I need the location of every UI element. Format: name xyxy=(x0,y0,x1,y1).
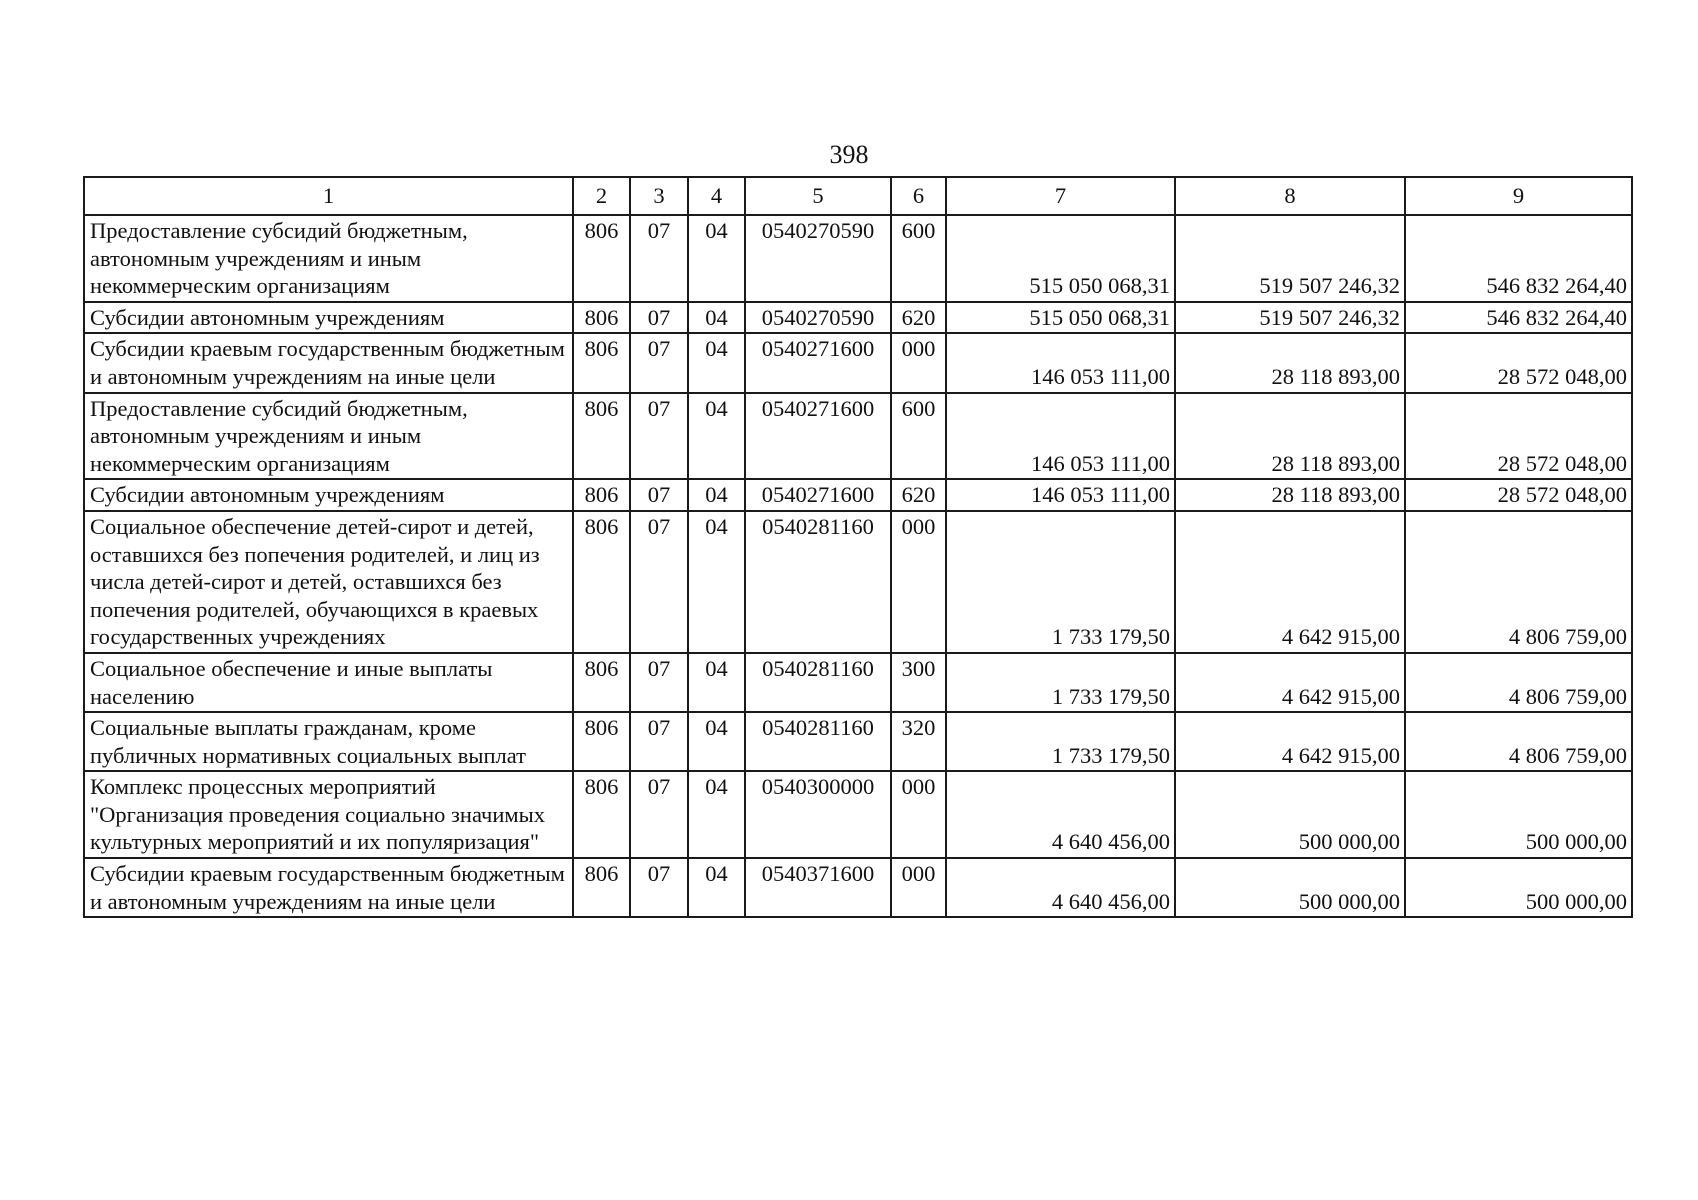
row-amount-7: 146 053 111,00 xyxy=(946,393,1175,480)
row-amount-9: 500 000,00 xyxy=(1405,858,1632,917)
row-amount-8: 4 642 915,00 xyxy=(1175,712,1405,771)
table-row xyxy=(84,771,1632,858)
row-amount-9: 500 000,00 xyxy=(1405,771,1632,858)
row-amount-8: 28 118 893,00 xyxy=(1175,479,1405,511)
column-header-2: 2 xyxy=(573,177,630,215)
row-col-3: 07 xyxy=(630,771,688,858)
table-row xyxy=(84,858,1632,917)
row-col-4: 04 xyxy=(688,511,745,653)
page-number: 398 xyxy=(829,140,869,169)
row-name: Субсидии автономным учреждениям xyxy=(84,302,573,334)
row-amount-7: 146 053 111,00 xyxy=(946,333,1175,392)
row-amount-9: 28 572 048,00 xyxy=(1405,393,1632,480)
row-col-6: 000 xyxy=(891,858,946,917)
row-col-5: 0540270590 xyxy=(745,302,891,334)
row-col-4: 04 xyxy=(688,302,745,334)
column-header-1: 1 xyxy=(84,177,573,215)
table-row xyxy=(84,333,1632,392)
row-col-6: 000 xyxy=(891,511,946,653)
row-amount-8: 500 000,00 xyxy=(1175,858,1405,917)
row-col-2: 806 xyxy=(573,858,630,917)
table-row xyxy=(84,479,1632,511)
column-header-3: 3 xyxy=(630,177,688,215)
row-amount-8: 519 507 246,32 xyxy=(1175,302,1405,334)
row-amount-8: 519 507 246,32 xyxy=(1175,215,1405,302)
row-col-6: 300 xyxy=(891,653,946,712)
row-name: Предоставление субсидий бюджетным, автономным учреждениям и иным некоммерческим организациям xyxy=(84,393,573,480)
row-name: Субсидии краевым государственным бюджетным и автономным учреждениям на иные цели xyxy=(84,333,573,392)
row-amount-9: 546 832 264,40 xyxy=(1405,302,1632,334)
row-amount-7: 515 050 068,31 xyxy=(946,302,1175,334)
row-col-6: 000 xyxy=(891,333,946,392)
row-amount-8: 500 000,00 xyxy=(1175,771,1405,858)
row-amount-7: 1 733 179,50 xyxy=(946,511,1175,653)
row-col-6: 600 xyxy=(891,215,946,302)
row-amount-7: 4 640 456,00 xyxy=(946,858,1175,917)
row-col-4: 04 xyxy=(688,712,745,771)
row-col-3: 07 xyxy=(630,858,688,917)
row-col-5: 0540281160 xyxy=(745,511,891,653)
column-header-7: 7 xyxy=(946,177,1175,215)
row-amount-7: 1 733 179,50 xyxy=(946,653,1175,712)
row-col-2: 806 xyxy=(573,479,630,511)
row-amount-7: 1 733 179,50 xyxy=(946,712,1175,771)
table-row xyxy=(84,712,1632,771)
row-col-6: 000 xyxy=(891,771,946,858)
row-name: Предоставление субсидий бюджетным, автономным учреждениям и иным некоммерческим организациям xyxy=(84,215,573,302)
row-col-6: 620 xyxy=(891,479,946,511)
row-col-4: 04 xyxy=(688,858,745,917)
row-amount-7: 146 053 111,00 xyxy=(946,479,1175,511)
row-col-5: 0540371600 xyxy=(745,858,891,917)
row-amount-9: 546 832 264,40 xyxy=(1405,215,1632,302)
row-col-3: 07 xyxy=(630,302,688,334)
row-amount-9: 28 572 048,00 xyxy=(1405,479,1632,511)
row-col-2: 806 xyxy=(573,393,630,480)
row-col-4: 04 xyxy=(688,653,745,712)
row-col-3: 07 xyxy=(630,215,688,302)
table-row xyxy=(84,393,1632,480)
row-col-5: 0540271600 xyxy=(745,393,891,480)
row-name: Социальные выплаты гражданам, кроме публичных нормативных социальных выплат xyxy=(84,712,573,771)
table-header-row xyxy=(84,177,1632,215)
column-header-9: 9 xyxy=(1405,177,1632,215)
row-col-6: 320 xyxy=(891,712,946,771)
table-row xyxy=(84,215,1632,302)
row-name: Комплекс процессных мероприятий "Организация проведения социально значимых культурных мероприятий и их популяризация" xyxy=(84,771,573,858)
row-col-5: 0540271600 xyxy=(745,333,891,392)
row-name: Субсидии краевым государственным бюджетным и автономным учреждениям на иные цели xyxy=(84,858,573,917)
row-amount-8: 28 118 893,00 xyxy=(1175,333,1405,392)
row-amount-9: 4 806 759,00 xyxy=(1405,712,1632,771)
row-col-3: 07 xyxy=(630,511,688,653)
row-col-2: 806 xyxy=(573,712,630,771)
row-col-3: 07 xyxy=(630,393,688,480)
row-col-4: 04 xyxy=(688,393,745,480)
row-col-5: 0540281160 xyxy=(745,653,891,712)
row-col-2: 806 xyxy=(573,511,630,653)
row-col-5: 0540271600 xyxy=(745,479,891,511)
row-col-2: 806 xyxy=(573,771,630,858)
column-header-8: 8 xyxy=(1175,177,1405,215)
row-name: Субсидии автономным учреждениям xyxy=(84,479,573,511)
row-col-6: 600 xyxy=(891,393,946,480)
row-name: Социальное обеспечение и иные выплаты населению xyxy=(84,653,573,712)
row-col-2: 806 xyxy=(573,215,630,302)
row-col-3: 07 xyxy=(630,712,688,771)
row-col-5: 0540270590 xyxy=(745,215,891,302)
table-row xyxy=(84,653,1632,712)
row-col-3: 07 xyxy=(630,333,688,392)
row-col-2: 806 xyxy=(573,653,630,712)
row-col-3: 07 xyxy=(630,653,688,712)
row-col-6: 620 xyxy=(891,302,946,334)
row-amount-8: 4 642 915,00 xyxy=(1175,511,1405,653)
row-amount-8: 4 642 915,00 xyxy=(1175,653,1405,712)
row-col-3: 07 xyxy=(630,479,688,511)
row-col-2: 806 xyxy=(573,302,630,334)
row-amount-8: 28 118 893,00 xyxy=(1175,393,1405,480)
row-name: Социальное обеспечение детей-сирот и детей, оставшихся без попечения родителей, и лиц из числа детей-сирот и детей, оставшихся без попечения родителей, обучающихся в краевых государственных учреждениях xyxy=(84,511,573,653)
row-col-4: 04 xyxy=(688,215,745,302)
row-amount-9: 28 572 048,00 xyxy=(1405,333,1632,392)
table-row xyxy=(84,302,1632,334)
table-row xyxy=(84,511,1632,653)
row-col-4: 04 xyxy=(688,479,745,511)
row-amount-9: 4 806 759,00 xyxy=(1405,511,1632,653)
column-header-5: 5 xyxy=(745,177,891,215)
row-col-5: 0540300000 xyxy=(745,771,891,858)
column-header-4: 4 xyxy=(688,177,745,215)
row-col-4: 04 xyxy=(688,771,745,858)
row-col-4: 04 xyxy=(688,333,745,392)
row-col-2: 806 xyxy=(573,333,630,392)
row-amount-9: 4 806 759,00 xyxy=(1405,653,1632,712)
row-amount-7: 4 640 456,00 xyxy=(946,771,1175,858)
row-amount-7: 515 050 068,31 xyxy=(946,215,1175,302)
column-header-6: 6 xyxy=(891,177,946,215)
budget-table xyxy=(83,176,1633,918)
row-col-5: 0540281160 xyxy=(745,712,891,771)
